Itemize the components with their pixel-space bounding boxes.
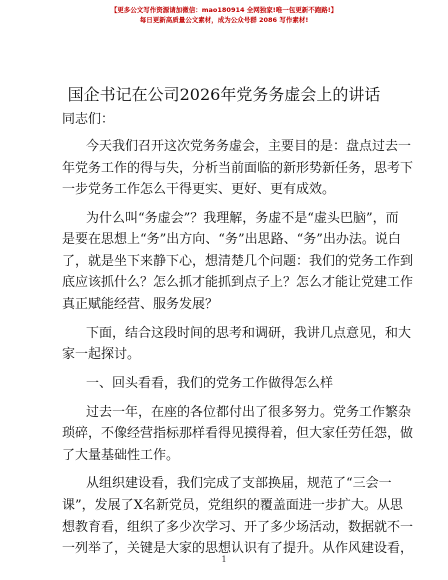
body-line: 课”，发展了X名新党员，党组织的覆盖面进一步扩大。从思	[62, 497, 403, 513]
body-line: 下面，结合这段时间的思考和调研，我讲几点意见，和大	[86, 325, 412, 341]
body-line: 一步党务工作怎么干得更实、更好、更有成效。	[62, 182, 336, 197]
promo-banner-line-1: 【更多公文写作资源请加微信：mao180914 全网独家!唯一包更新不跑路!】	[110, 6, 338, 14]
body-line: 琐碎，不像经营指标那样看得见摸得着，但大家任劳任怨，做	[62, 426, 414, 442]
body-line: 了大量基础性工作。	[62, 447, 180, 463]
body-line: 真正赋能经营、服务发展？	[62, 296, 219, 312]
page-number: 1	[221, 555, 227, 564]
body-line: 底应该抓什么？怎么抓才能抓到点子上？怎么才能让党建工作	[62, 275, 414, 291]
body-line: 家一起探讨。	[62, 347, 141, 363]
body-line: 一列举了，关键是大家的思想认识有了提升。从作风建设看，	[62, 541, 414, 556]
body-line: 今天我们召开这次党务务虚会，主要目的是：盘点过去一	[86, 138, 412, 154]
promo-banner-line-2: 每日更新高质量公文素材，成为公众号群 2086 写作素材!	[139, 16, 309, 24]
section-heading: 一、回头看看，我们的党务工作做得怎么样	[86, 375, 334, 391]
body-line: 为什么叫“务虚会”？我理解，务虚不是“虚头巴脑”，而	[86, 210, 399, 226]
body-line: 从组织建设看，我们完成了支部换届，规范了“三会一	[86, 476, 392, 492]
body-line: 了，就是坐下来静下心，想清楚几个问题：我们的党务工作到	[62, 253, 414, 269]
document-title: 国企书记在公司2026年党务务虚会上的讲话	[67, 85, 381, 104]
salutation: 同志们：	[62, 112, 115, 127]
body-line: 想教育看，组织了多少次学习、开了多少场活动，数据就不一	[62, 519, 414, 535]
body-line: 年党务工作的得与失，分析当前面临的新形势新任务，思考下	[62, 160, 414, 176]
body-line: 过去一年，在座的各位都付出了很多努力。党务工作繁杂	[86, 404, 412, 420]
body-line: 是要在思想上“务”出方向、“务”出思路、“务”出办法。说白	[62, 232, 401, 248]
